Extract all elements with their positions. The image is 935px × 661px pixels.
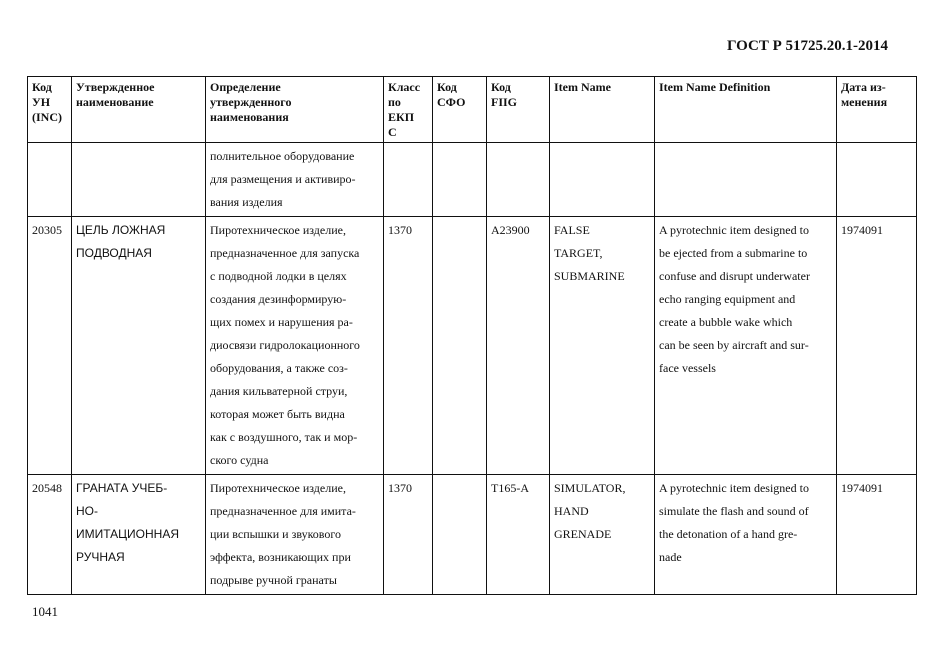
text-line: с подводной лодки в целях — [210, 269, 347, 283]
text-line: предназначенное для запуска — [210, 246, 360, 260]
inc-cell: 20548 — [28, 475, 72, 595]
class-cell: 1370 — [384, 217, 433, 475]
text-line: A pyrotechnic item designed to — [659, 223, 809, 237]
text-line: для размещения и активиро- — [210, 172, 356, 186]
text-line: диосвязи гидролокационного — [210, 338, 360, 352]
item-name-cell — [550, 475, 655, 595]
table-row — [28, 217, 917, 475]
header-line: менения — [841, 95, 888, 109]
item-name-cell — [550, 217, 655, 475]
text-line: SUBMARINE — [554, 269, 625, 283]
table-header-row — [28, 77, 917, 143]
header-line: FIIG — [491, 95, 518, 109]
text-line: дания кильватерной струи, — [210, 384, 348, 398]
catalog-table — [27, 76, 917, 595]
item-definition-cell — [655, 143, 837, 217]
text-line: полнительное оборудование — [210, 149, 355, 163]
class-cell: 1370 — [384, 475, 433, 595]
text-line: как с воздушного, так и мор- — [210, 430, 358, 444]
header-line: Код — [491, 80, 511, 94]
header-line: по — [388, 95, 401, 109]
table-row — [28, 143, 917, 217]
text-line: FALSE — [554, 223, 590, 237]
text-line: HAND — [554, 504, 589, 518]
approved-name-cell — [72, 143, 206, 217]
item-definition-cell — [655, 475, 837, 595]
item-definition-cell — [655, 217, 837, 475]
text-line: create a bubble wake which — [659, 315, 793, 329]
text-line: ЦЕЛЬ ЛОЖНАЯ — [76, 223, 166, 237]
text-line: которая может быть видна — [210, 407, 345, 421]
definition-cell — [206, 475, 384, 595]
text-line: echo ranging equipment and — [659, 292, 796, 306]
change-date-cell: 1974091 — [837, 217, 917, 475]
change-date-cell — [837, 143, 917, 217]
text-line: A pyrotechnic item designed to — [659, 481, 809, 495]
header-inc — [28, 77, 72, 143]
text-line: be ejected from a submarine to — [659, 246, 808, 260]
item-name-cell — [550, 143, 655, 217]
inc-cell: 20305 — [28, 217, 72, 475]
header-line: Item Name Definition — [659, 80, 771, 94]
page-number: 1041 — [32, 604, 58, 619]
fiig-cell — [487, 143, 550, 217]
header-line: утвержденного — [210, 95, 292, 109]
header-change-date — [837, 77, 917, 143]
header-line: Дата из- — [841, 80, 886, 94]
text-line: оборудования, а также соз- — [210, 361, 348, 375]
header-line: УН — [32, 95, 51, 109]
approved-name-cell — [72, 217, 206, 475]
text-line: GRENADE — [554, 527, 612, 541]
text-line: simulate the flash and sound of — [659, 504, 809, 518]
text-line: НО- — [76, 504, 98, 518]
sfo-cell — [433, 217, 487, 475]
text-line: Пиротехническое изделие, — [210, 223, 346, 237]
header-line: Утвержденное — [76, 80, 155, 94]
text-line: ского судна — [210, 453, 269, 467]
text-line: TARGET, — [554, 246, 603, 260]
header-line: Код — [437, 80, 457, 94]
header-line: (INC) — [32, 110, 62, 124]
text-line: nade — [659, 550, 682, 564]
text-line: SIMULATOR, — [554, 481, 626, 495]
text-line: face vessels — [659, 361, 716, 375]
header-item-name-definition — [655, 77, 837, 143]
inc-cell — [28, 143, 72, 217]
standard-code-header: ГОСТ Р 51725.20.1-2014 — [726, 38, 888, 54]
header-line: Item Name — [554, 80, 611, 94]
header-fiig-code — [487, 77, 550, 143]
header-approved-definition — [206, 77, 384, 143]
text-line: подрыве ручной гранаты — [210, 573, 337, 587]
header-line: Код — [32, 80, 52, 94]
header-item-name — [550, 77, 655, 143]
header-sfo-code — [433, 77, 487, 143]
text-line: вания изделия — [210, 195, 283, 209]
header-line: С — [388, 125, 397, 139]
header-line: Класс — [388, 80, 421, 94]
text-line: ИМИТАЦИОННАЯ — [76, 527, 180, 541]
header-ekps-class — [384, 77, 433, 143]
text-line: РУЧНАЯ — [76, 550, 125, 564]
header-line: СФО — [437, 95, 466, 109]
fiig-cell: A23900 — [487, 217, 550, 475]
text-line: создания дезинформирую- — [210, 292, 347, 306]
text-line: Пиротехническое изделие, — [210, 481, 346, 495]
text-line: ГРАНАТА УЧЕБ- — [76, 481, 168, 495]
text-line: ПОДВОДНАЯ — [76, 246, 152, 260]
header-line: Определение — [210, 80, 281, 94]
definition-cell — [206, 217, 384, 475]
text-line: confuse and disrupt underwater — [659, 269, 810, 283]
fiig-cell: T165-A — [487, 475, 550, 595]
sfo-cell — [433, 143, 487, 217]
text-line: ции вспышки и звукового — [210, 527, 342, 541]
approved-name-cell — [72, 475, 206, 595]
text-line: can be seen by aircraft and sur- — [659, 338, 809, 352]
text-line: предназначенное для имита- — [210, 504, 356, 518]
text-line: эффекта, возникающих при — [210, 550, 351, 564]
header-line: ЕКП — [388, 110, 415, 124]
class-cell — [384, 143, 433, 217]
definition-cell — [206, 143, 384, 217]
header-line: наименование — [76, 95, 154, 109]
text-line: the detonation of a hand gre- — [659, 527, 798, 541]
header-line: наименования — [210, 110, 289, 124]
header-approved-name — [72, 77, 206, 143]
sfo-cell — [433, 475, 487, 595]
change-date-cell: 1974091 — [837, 475, 917, 595]
text-line: щих помех и нарушения ра- — [210, 315, 353, 329]
table-row — [28, 475, 917, 595]
